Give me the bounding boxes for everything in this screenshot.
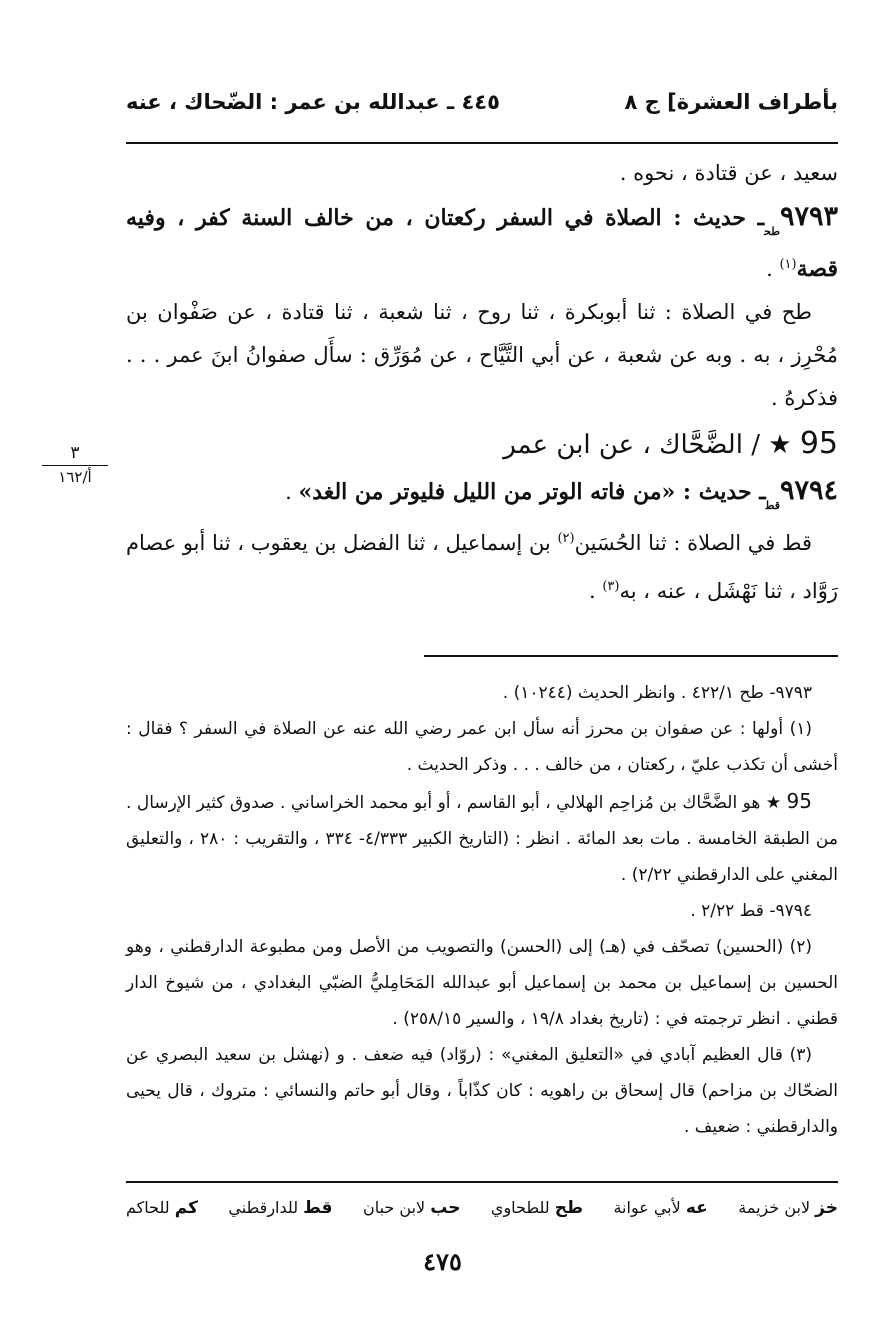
- source-code: قط: [765, 499, 780, 512]
- main-text: [126, 152, 838, 613]
- narrator-number: 95: [786, 789, 812, 813]
- footnotes: [126, 675, 838, 1145]
- abbrev-rule: [126, 1181, 838, 1183]
- folio-top: ٣: [42, 443, 108, 466]
- footnotes-rule: [424, 655, 838, 657]
- narrator-heading: [126, 420, 838, 469]
- margin-folio-note: [42, 443, 108, 486]
- star-icon: ★ /: [751, 430, 792, 460]
- intro-line: سعيد ، عن قتادة ، نحوه .: [619, 161, 838, 185]
- footnote-text: ★ هو الضَّحَّاك بن مُزاحِم الهلالي ، أبو القاسم ، أو أبو محمد الخراساني . صدوق كثير الإرسال . من الطبقة الخامسة . مات بعد المائة . انظر : (التاريخ الكبير ٤/٣٣٣- ٣٣٤ ، والتقريب : ٢٨٠ ، والتعليق المغني على الدارقطني ٢/٢٢) .: [126, 793, 838, 885]
- heading-end: .: [285, 480, 299, 504]
- page-number: ٤٧٥: [423, 1247, 462, 1276]
- footnote: (١) أولها : عن صفوان بن محرز أنه سأل ابن عمر رضي الله عنه عن الصلاة في السفر ؟ فقال : أخشى أن تكذب عليّ ، ركعتان ، من خالف . . . وذكر الحديث .: [126, 719, 838, 775]
- abbreviation-key: [126, 1192, 838, 1224]
- abbrev-item: حب لابن حبان: [362, 1198, 461, 1218]
- hadith-title: «من فاته الوتر من الليل فليوتر من الغد»: [298, 479, 676, 505]
- footnote: [126, 783, 838, 893]
- hadith-label: ـ حديث :: [661, 205, 765, 231]
- hadith-number: ٩٧٩٣: [779, 201, 838, 232]
- hadith-9793-heading: [126, 195, 838, 291]
- chain-part: بن إسماعيل ، ثنا الفضل بن يعقوب ، ثنا أبو عصام رَوَّاد ، ثنا نَهْشَل ، عنه ، به: [126, 531, 838, 603]
- hadith-9794-chain: [126, 517, 838, 613]
- abbrev-item: عه لأبي عوانة: [613, 1198, 708, 1218]
- footnote: ٩٧٩٤- قط ٢/٢٢ .: [690, 901, 812, 921]
- chain-part: قط في الصلاة : ثنا الحُسَين: [574, 531, 813, 555]
- abbrev-item: قط للدارقطني: [228, 1198, 333, 1218]
- header-section-title: ٤٤٥ ـ عبدالله بن عمر : الضّحاك ، عنه: [126, 90, 500, 114]
- chain-end: .: [588, 579, 603, 603]
- abbrev-item: خز لابن خزيمة: [738, 1198, 838, 1218]
- source-code: طح: [764, 225, 780, 238]
- header-book-title: بأطراف العشرة] ج ٨: [624, 90, 838, 114]
- folio-bottom: أ/١٦٢: [58, 468, 92, 486]
- footnote-ref: (٣): [602, 579, 620, 594]
- footnote: ٩٧٩٣- طح ٤٢٢/١ . وانظر الحديث (١٠٢٤٤) .: [502, 683, 812, 703]
- hadith-number: ٩٧٩٤: [779, 475, 838, 506]
- header-rule: [126, 142, 838, 144]
- footnote: (٢) (الحسين) تصحّف في (هـ) إلى (الحسن) والتصويب من الأصل ومن مطبوعة الدارقطني ، وهو الحسين بن إسماعيل بن محمد بن إسماعيل أبو عبدالله المَحَامِليُّ الضبّي البغدادي ، من شيوخ الدار قطني . انظر ترجمته في : (تاريخ بغداد ١٩/٨ ، والسير ٢٥٨/١٥) .: [126, 937, 838, 1029]
- abbrev-item: كم للحاكم: [126, 1198, 198, 1218]
- footnote-ref: (١): [779, 257, 797, 272]
- hadith-label: ـ حديث :: [675, 479, 766, 505]
- hadith-9793-chain: طح في الصلاة : ثنا أبوبكرة ، ثنا روح ، ثنا شعبة ، ثنا قتادة ، عن صَفْوان بن مُحْرِز ، به . وبه عن شعبة ، عن أبي التَّيَّاح ، عن مُوَرِّق : سأَل صفوانُ ابنَ عمر . . . فذكرهُ .: [126, 300, 838, 410]
- hadith-9794-heading: [126, 469, 838, 517]
- footnote-ref: (٢): [557, 531, 575, 546]
- heading-end: .: [766, 257, 780, 281]
- narrator-number: 95: [799, 426, 838, 461]
- abbrev-item: طح للطحاوي: [490, 1198, 584, 1218]
- hadith-title: الصلاة في السفر ركعتان ، من خالف السنة كفر ، وفيه قصة: [126, 205, 838, 282]
- footnote: (٣) قال العظيم آبادي في «التعليق المغني» : (روّاد) فيه ضعف . و (نهشل بن سعيد البصري عن الضحّاك بن مزاحم) قال إسحاق بن راهويه : كان كذّاباً ، وقال أبو حاتم والنسائي : متروك ، قال يحيى والدارقطني : ضعيف .: [126, 1045, 838, 1137]
- narrator-name: الضَّحَّاك ، عن ابن عمر: [503, 430, 743, 460]
- running-header: [126, 86, 838, 122]
